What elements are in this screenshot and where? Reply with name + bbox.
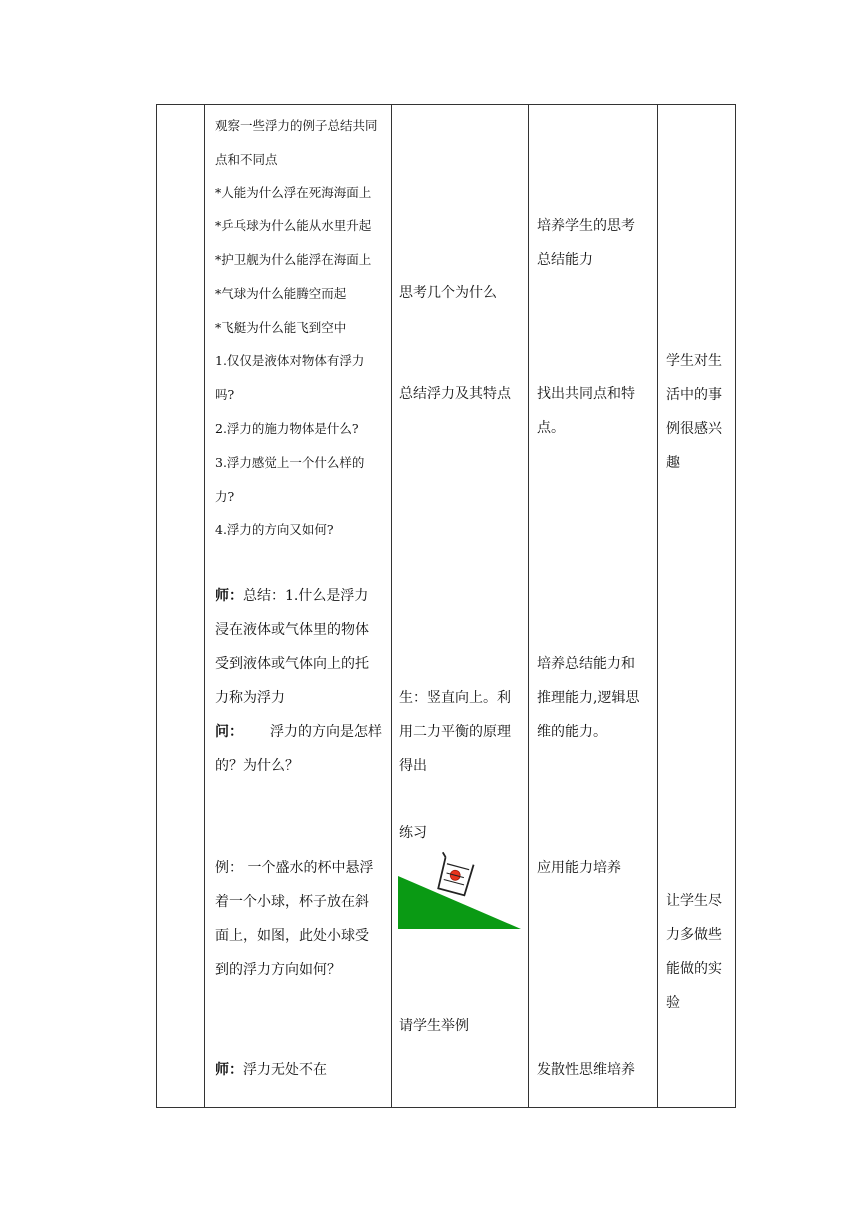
question-4: 4.浮力的方向又如何?: [215, 522, 334, 537]
example-problem-line: 着一个小球，杯子放在斜: [215, 894, 369, 910]
goal-line: 应用能力培养: [537, 860, 621, 876]
note-line: 趣: [666, 455, 680, 471]
goal-line: 推理能力,逻辑思: [537, 690, 640, 706]
goal-line: 总结能力: [537, 252, 593, 268]
example-item: *飞艇为什么能飞到空中: [215, 320, 347, 335]
example-item: *气球为什么能腾空而起: [215, 286, 347, 301]
goal-line: 找出共同点和特: [537, 386, 635, 402]
beaker-on-incline-icon: [397, 850, 523, 932]
example-problem-line: 例： 一个盛水的杯中悬浮: [215, 860, 374, 876]
beaker-spout: [442, 852, 447, 857]
question-3-line-2: 力?: [215, 489, 235, 504]
summary-line-3: 受到液体或气体向上的托: [215, 656, 369, 672]
goal-line: 培养学生的思考: [537, 218, 635, 234]
summary-line-2: 浸在液体或气体里的物体: [215, 622, 369, 638]
question-1-line-2: 吗?: [215, 387, 235, 402]
note-line: 活中的事: [666, 387, 722, 403]
question-3-line-1: 3.浮力感觉上一个什么样的: [215, 455, 365, 470]
practice-label: 练习: [399, 825, 427, 841]
note-line: 力多做些: [666, 927, 722, 943]
goal-line: 发散性思维培养: [537, 1062, 635, 1078]
summary-text: 总结：1.什么是浮力: [243, 588, 369, 604]
final-text: 浮力无处不在: [243, 1062, 327, 1078]
goal-line: 点。: [537, 420, 565, 436]
example-problem-line: 面上，如图，此处小球受: [215, 928, 369, 944]
goal-line: 培养总结能力和: [537, 656, 635, 672]
ask-label: 问：: [215, 724, 243, 740]
student-activity: 总结浮力及其特点: [399, 386, 511, 402]
summary-line-1: [215, 585, 368, 605]
summary-line-4: 力称为浮力: [215, 690, 285, 706]
note-line: 让学生尽: [666, 893, 722, 909]
goal-line: 维的能力。: [537, 724, 607, 740]
beaker: [433, 852, 474, 895]
note-line: 能做的实: [666, 961, 722, 977]
note-line: 验: [666, 995, 680, 1011]
student-answer-line: 用二力平衡的原理: [399, 724, 511, 740]
note-line: 例很感兴: [666, 421, 722, 437]
column-divider: [657, 105, 658, 1107]
column-divider: [391, 105, 392, 1107]
example-item: *人能为什么浮在死海海面上: [215, 185, 372, 200]
question-2: 2.浮力的施力物体是什么?: [215, 421, 359, 436]
example-problem-line: 到的浮力方向如何？: [215, 962, 341, 978]
student-answer-line: 生：竖直向上。利: [399, 690, 511, 706]
example-item: *乒乓球为什么能从水里升起: [215, 218, 372, 233]
student-activity: 请学生举例: [399, 1018, 469, 1034]
question-1-line-1: 1.仅仅是液体对物体有浮力: [215, 353, 365, 368]
student-answer-line: 得出: [399, 758, 427, 774]
intro-line-2: 点和不同点: [215, 152, 278, 167]
intro-line-1: 观察一些浮力的例子总结共同: [215, 118, 378, 133]
final-remark: [215, 1059, 327, 1079]
teacher-label: 师：: [215, 1062, 243, 1078]
question-line-2: 的？为什么？: [215, 758, 299, 774]
question-line-1: [215, 721, 382, 741]
example-item: *护卫舰为什么能浮在海面上: [215, 252, 372, 267]
student-activity: 思考几个为什么: [399, 285, 497, 301]
teacher-label: 师：: [215, 588, 243, 604]
ask-text: 浮力的方向是怎样: [270, 724, 382, 740]
column-divider: [528, 105, 529, 1107]
column-divider: [204, 105, 205, 1107]
note-line: 学生对生: [666, 353, 722, 369]
